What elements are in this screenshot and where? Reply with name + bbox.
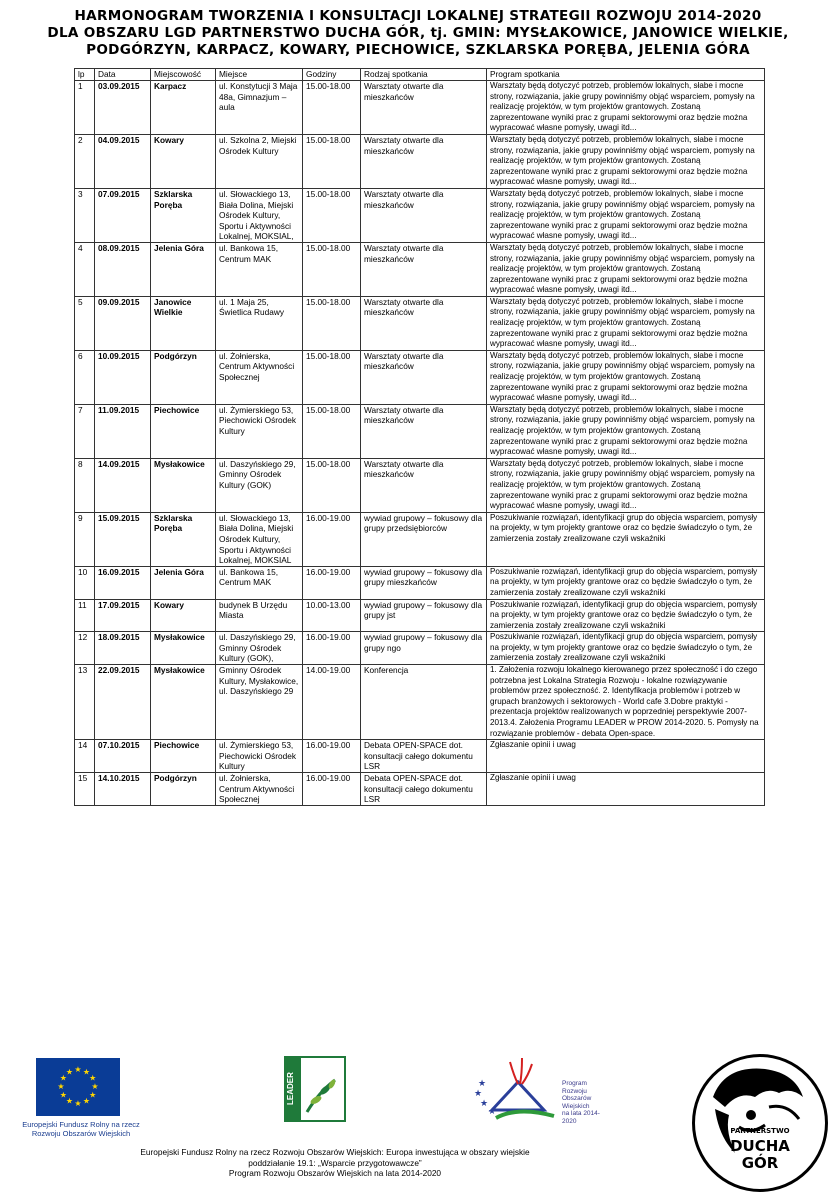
cell-type: wywiad grupowy – fokusowy dla grupy przedsiębiorców <box>361 512 487 566</box>
svg-text:★: ★ <box>59 1090 67 1100</box>
title-line-3: PODGÓRZYN, KARPACZ, KOWARY, PIECHOWICE, SZKLARSKA PORĘBA, JELENIA GÓRA <box>86 42 750 58</box>
cell-type: Debata OPEN-SPACE dot. konsultacji całego dokumentu LSR <box>361 740 487 773</box>
cell-date: 14.10.2015 <box>95 773 151 806</box>
svg-text:★: ★ <box>82 1096 91 1106</box>
cell-lp: 11 <box>75 599 95 632</box>
cell-hours: 15.00-18.00 <box>303 404 361 458</box>
leader-label: LEADER <box>286 1058 301 1120</box>
table-header-row <box>75 69 765 81</box>
eu-stars-icon <box>36 1058 120 1116</box>
cell-hours: 15.00-18.00 <box>303 350 361 404</box>
prow-line-2: Rozwoju <box>562 1087 587 1095</box>
cell-place: ul. Bankowa 15, Centrum MAK <box>216 566 303 599</box>
cell-lp: 1 <box>75 81 95 135</box>
header-type: Rodzaj spotkania <box>361 69 487 81</box>
document-title <box>10 8 826 59</box>
svg-text:★: ★ <box>487 1107 497 1117</box>
table-row <box>75 296 765 350</box>
cell-town: Piechowice <box>151 740 216 773</box>
cell-hours: 14.00-19.00 <box>303 665 361 740</box>
svg-text:★: ★ <box>479 1099 489 1109</box>
svg-text:★: ★ <box>57 1082 65 1091</box>
cell-date: 03.09.2015 <box>95 81 151 135</box>
cell-place: ul. Konstytucji 3 Maja 48a, Gimnazjum – aula <box>216 81 303 135</box>
svg-text:★: ★ <box>89 1090 97 1100</box>
cell-date: 18.09.2015 <box>95 632 151 665</box>
cell-program: Warsztaty będą dotyczyć potrzeb, problemów lokalnych, słabe i mocne strony, rozwiązania, jakie grupy powinniśmy objąć wsparciem, pomysły na realizację projektów, w tym projektów grantowych. Zostaną zaprezentowane wyniki prac z grupami sektorowymi oraz będzie można wypracować własne pomysły, uwagi itd... <box>487 350 765 404</box>
cell-program: Warsztaty będą dotyczyć potrzeb, problemów lokalnych, słabe i mocne strony, rozwiązania, jakie grupy powinniśmy objąć wsparciem, pomysły na realizację projektów, w tym projektów grantowych. Zostaną zaprezentowane wyniki prac z grupami sektorowymi oraz będzie można wypracować własne pomysły, uwagi itd... <box>487 404 765 458</box>
cell-type: wywiad grupowy – fokusowy dla grupy ngo <box>361 632 487 665</box>
svg-text:★: ★ <box>65 1096 74 1106</box>
ducha-line-1: PARTNERSTWO <box>730 1127 790 1135</box>
header-hours: Godziny <box>303 69 361 81</box>
table-row <box>75 458 765 512</box>
cell-town: Mysłakowice <box>151 632 216 665</box>
cell-place: ul. Żymierskiego 53, Piechowicki Ośrodek Kultury <box>216 740 303 773</box>
cell-town: Kowary <box>151 134 216 188</box>
cell-date: 07.10.2015 <box>95 740 151 773</box>
svg-text:★: ★ <box>89 1073 97 1083</box>
cell-date: 10.09.2015 <box>95 350 151 404</box>
cell-date: 09.09.2015 <box>95 296 151 350</box>
cell-place: ul. Szkolna 2, Miejski Ośrodek Kultury <box>216 134 303 188</box>
svg-text:★: ★ <box>477 1079 487 1089</box>
cell-hours: 16.00-19.00 <box>303 740 361 773</box>
cell-lp: 13 <box>75 665 95 740</box>
table-row <box>75 81 765 135</box>
cell-town: Piechowice <box>151 404 216 458</box>
cell-type: Warsztaty otwarte dla mieszkańców <box>361 188 487 242</box>
cell-hours: 15.00-18.00 <box>303 458 361 512</box>
svg-text:★: ★ <box>74 1065 82 1074</box>
cell-town: Mysłakowice <box>151 665 216 740</box>
cell-town: Karpacz <box>151 81 216 135</box>
prow-line-1: Program <box>562 1080 587 1087</box>
cell-lp: 7 <box>75 404 95 458</box>
cell-date: 15.09.2015 <box>95 512 151 566</box>
cell-type: Warsztaty otwarte dla mieszkańców <box>361 81 487 135</box>
footer-line-2: poddziałanie 19.1: „Wsparcie przygotowawcze” <box>248 1157 422 1168</box>
cell-program: Zgłaszanie opinii i uwag <box>487 740 765 773</box>
cell-hours: 16.00-19.00 <box>303 566 361 599</box>
prow-logo <box>470 1052 610 1132</box>
prow-house-icon <box>470 1052 566 1134</box>
cell-program: Poszukiwanie rozwiązań, identyfikacji grup do objęcia wsparciem, pomysły na projekty, w tym projekty grantowe oraz co będzie świadczyło o tym, że zamierzenia zostały zrealizowane czyli wskaźniki <box>487 599 765 632</box>
cell-type: Warsztaty otwarte dla mieszkańców <box>361 458 487 512</box>
cell-hours: 16.00-19.00 <box>303 773 361 806</box>
svg-text:★: ★ <box>91 1082 99 1091</box>
cell-place: ul. Daszyńskiego 29, Gminny Ośrodek Kultury (GOK) <box>216 458 303 512</box>
svg-text:★: ★ <box>473 1089 483 1099</box>
cell-place: ul. Żołnierska, Centrum Aktywności Społecznej <box>216 773 303 806</box>
table-row <box>75 134 765 188</box>
cell-date: 22.09.2015 <box>95 665 151 740</box>
cell-program: Warsztaty będą dotyczyć potrzeb, problemów lokalnych, słabe i mocne strony, rozwiązania, jakie grupy powinniśmy objąć wsparciem, pomysły na realizację projektów, w tym projektów grantowych. Zostaną zaprezentowane wyniki prac z grupami sektorowymi oraz będzie można wypracować własne pomysły, uwagi itd... <box>487 81 765 135</box>
header-place: Miejsce <box>216 69 303 81</box>
eu-caption <box>14 1120 148 1138</box>
cell-type: Warsztaty otwarte dla mieszkańców <box>361 296 487 350</box>
leader-logo <box>284 1056 346 1122</box>
cell-type: Warsztaty otwarte dla mieszkańców <box>361 242 487 296</box>
cell-date: 14.09.2015 <box>95 458 151 512</box>
title-line-2: DLA OBSZARU LGD PARTNERSTWO DUCHA GÓR, tj. GMIN: MYSŁAKOWICE, JANOWICE WIELKIE, <box>47 25 789 41</box>
ducha-line-2: DUCHA <box>730 1137 790 1155</box>
cell-town: Podgórzyn <box>151 773 216 806</box>
cell-type: Konferencja <box>361 665 487 740</box>
cell-place: ul. Żołnierska, Centrum Aktywności Społecznej <box>216 350 303 404</box>
cell-program: Poszukiwanie rozwiązań, identyfikacji grup do objęcia wsparciem, pomysły na projekty, w tym projekty grantowe oraz co będzie świadczyło o tym, że zamierzenia zostały zrealizowane czyli wskaźniki <box>487 512 765 566</box>
cell-date: 11.09.2015 <box>95 404 151 458</box>
cell-type: Warsztaty otwarte dla mieszkańców <box>361 404 487 458</box>
cell-date: 17.09.2015 <box>95 599 151 632</box>
table-row <box>75 665 765 740</box>
cell-program: Warsztaty będą dotyczyć potrzeb, problemów lokalnych, słabe i mocne strony, rozwiązania, jakie grupy powinniśmy objąć wsparciem, pomysły na realizację projektów, w tym projektów grantowych. Zostaną zaprezentowane wyniki prac z grupami sektorowymi oraz będzie można wypracować własne pomysły, uwagi itd... <box>487 188 765 242</box>
cell-town: Jelenia Góra <box>151 566 216 599</box>
cell-program: Poszukiwanie rozwiązań, identyfikacji grup do objęcia wsparciem, pomysły na projekty, w tym projekty grantowe oraz co będzie świadczyło o tym, że zamierzenia zostały zrealizowane czyli wskaźniki <box>487 632 765 665</box>
cell-place: ul. Słowackiego 13, Biała Dolina, Miejski Ośrodek Kultury, Sportu i Aktywności Lokalnej, MOKSIAL <box>216 512 303 566</box>
cell-lp: 3 <box>75 188 95 242</box>
cell-date: 16.09.2015 <box>95 566 151 599</box>
footer-line-1: Europejski Fundusz Rolny na rzecz Rozwoju Obszarów Wiejskich: Europa inwestująca w obszary wiejskie <box>140 1147 530 1157</box>
table-row <box>75 773 765 806</box>
schedule-table <box>74 68 765 806</box>
cell-lp: 2 <box>75 134 95 188</box>
cell-program: Warsztaty będą dotyczyć potrzeb, problemów lokalnych, słabe i mocne strony, rozwiązania, jakie grupy powinniśmy objąć wsparciem, pomysły na realizację projektów, w tym projektów grantowych. Zostaną zaprezentowane wyniki prac z grupami sektorowymi oraz będzie można wypracować własne pomysły, uwagi itd... <box>487 134 765 188</box>
cell-lp: 9 <box>75 512 95 566</box>
table-row <box>75 188 765 242</box>
table-row <box>75 566 765 599</box>
table-row <box>75 404 765 458</box>
cell-town: Szklarska Poręba <box>151 512 216 566</box>
table-row <box>75 740 765 773</box>
leader-plant-icon <box>301 1058 343 1120</box>
prow-text <box>562 1080 610 1126</box>
table-row <box>75 632 765 665</box>
eu-flag-logo <box>36 1058 120 1116</box>
prow-line-5: na lata 2014-2020 <box>562 1110 600 1125</box>
svg-text:★: ★ <box>82 1067 91 1077</box>
cell-program: Warsztaty będą dotyczyć potrzeb, problemów lokalnych, słabe i mocne strony, rozwiązania, jakie grupy powinniśmy objąć wsparciem, pomysły na realizację projektów, w tym projektów grantowych. Zostaną zaprezentowane wyniki prac z grupami sektorowymi oraz będzie można wypracować własne pomysły, uwagi itd... <box>487 296 765 350</box>
cell-type: Debata OPEN-SPACE dot. konsultacji całego dokumentu LSR <box>361 773 487 806</box>
cell-type: Warsztaty otwarte dla mieszkańców <box>361 134 487 188</box>
cell-town: Mysłakowice <box>151 458 216 512</box>
cell-place: ul. Bankowa 15, Centrum MAK <box>216 242 303 296</box>
title-line-1: HARMONOGRAM TWORZENIA I KONSULTACJI LOKALNEJ STRATEGII ROZWOJU 2014-2020 <box>74 8 762 24</box>
header-town: Miejscowość <box>151 69 216 81</box>
cell-hours: 15.00-18.00 <box>303 242 361 296</box>
table-row <box>75 599 765 632</box>
cell-hours: 15.00-18.00 <box>303 134 361 188</box>
footer-line-3: Program Rozwoju Obszarów Wiejskich na lata 2014-2020 <box>228 1168 442 1179</box>
cell-lp: 14 <box>75 740 95 773</box>
cell-date: 04.09.2015 <box>95 134 151 188</box>
cell-place: ul. 1 Maja 25, Świetlica Rudawy <box>216 296 303 350</box>
cell-lp: 5 <box>75 296 95 350</box>
cell-place: ul. Żymierskiego 53, Piechowicki Ośrodek Kultury <box>216 404 303 458</box>
prow-line-4: Wiejskich <box>562 1102 590 1110</box>
cell-type: wywiad grupowy – fokusowy dla grupy jst <box>361 599 487 632</box>
cell-hours: 10.00-13.00 <box>303 599 361 632</box>
cell-type: wywiad grupowy – fokusowy dla grupy mieszkańców <box>361 566 487 599</box>
cell-lp: 15 <box>75 773 95 806</box>
footer <box>40 1147 630 1179</box>
svg-text:★: ★ <box>59 1073 67 1083</box>
cell-lp: 6 <box>75 350 95 404</box>
cell-lp: 12 <box>75 632 95 665</box>
header-program: Program spotkania <box>487 69 765 81</box>
header-date: Data <box>95 69 151 81</box>
svg-text:★: ★ <box>65 1067 74 1077</box>
cell-hours: 15.00-18.00 <box>303 296 361 350</box>
table-row <box>75 350 765 404</box>
cell-hours: 16.00-19.00 <box>303 632 361 665</box>
cell-type: Warsztaty otwarte dla mieszkańców <box>361 350 487 404</box>
cell-lp: 8 <box>75 458 95 512</box>
cell-hours: 16.00-19.00 <box>303 512 361 566</box>
cell-place: Gminny Ośrodek Kultury, Mysłakowice, ul. Daszyńskiego 29 <box>216 665 303 740</box>
cell-place: ul. Słowackiego 13, Biała Dolina, Miejski Ośrodek Kultury, Sportu i Aktywności Lokalnej, MOKSIAL, <box>216 188 303 242</box>
cell-town: Podgórzyn <box>151 350 216 404</box>
cell-lp: 10 <box>75 566 95 599</box>
ducha-line-3: GÓR <box>741 1154 779 1172</box>
cell-lp: 4 <box>75 242 95 296</box>
cell-program: Warsztaty będą dotyczyć potrzeb, problemów lokalnych, słabe i mocne strony, rozwiązania, jakie grupy powinniśmy objąć wsparciem, pomysły na realizację projektów, w tym projektów grantowych. Zostaną zaprezentowane wyniki prac z grupami sektorowymi oraz będzie można wypracować własne pomysły, uwagi itd... <box>487 458 765 512</box>
cell-program: Zgłaszanie opinii i uwag <box>487 773 765 806</box>
header-lp: lp <box>75 69 95 81</box>
cell-town: Szklarska Poręba <box>151 188 216 242</box>
partnerstwo-ducha-gor-logo <box>692 1054 828 1192</box>
cell-program: Poszukiwanie rozwiązań, identyfikacji grup do objęcia wsparciem, pomysły na projekty, w tym projekty grantowe oraz co będzie świadczyło o tym, że zamierzenia zostały zrealizowane czyli wskaźniki <box>487 566 765 599</box>
cell-date: 07.09.2015 <box>95 188 151 242</box>
eu-caption-line-2: Rozwoju Obszarów Wiejskich <box>31 1129 131 1138</box>
svg-text:★: ★ <box>74 1099 82 1108</box>
cell-place: budynek B Urzędu Miasta <box>216 599 303 632</box>
cell-program: Warsztaty będą dotyczyć potrzeb, problemów lokalnych, słabe i mocne strony, rozwiązania, jakie grupy powinniśmy objąć wsparciem, pomysły na realizację projektów, w tym projektów grantowych. Zostaną zaprezentowane wyniki prac z grupami sektorowymi oraz będzie można wypracować własne pomysły, uwagi itd... <box>487 242 765 296</box>
cell-town: Janowice Wielkie <box>151 296 216 350</box>
table-row <box>75 512 765 566</box>
cell-place: ul. Daszyńskiego 29, Gminny Ośrodek Kultury (GOK), <box>216 632 303 665</box>
cell-town: Kowary <box>151 599 216 632</box>
cell-hours: 15.00-18.00 <box>303 81 361 135</box>
cell-hours: 15.00-18.00 <box>303 188 361 242</box>
cell-town: Jelenia Góra <box>151 242 216 296</box>
table-row <box>75 242 765 296</box>
prow-line-3: Obszarów <box>562 1095 592 1103</box>
cell-program: 1. Założenia rozwoju lokalnego kierowanego przez społeczność i do czego potrzebna jest Lokalna Strategia Rozwoju - lokalne rozwiązywanie problemów przez społeczność. 2. Identyfikacja problemów i potrzeb w grupach branżowych i sektorowych - World cafe 3.Dobre praktyki - prezentacja projektów realizowanych w poprzedniej perspektywie 2007-2013.4. Założenia Programu LEADER w PROW 2014-2020. 5. Pomysły na rozwiązanie problemów - debata Open-space. <box>487 665 765 740</box>
cell-date: 08.09.2015 <box>95 242 151 296</box>
eu-caption-line-1: Europejski Fundusz Rolny na rzecz <box>22 1120 140 1129</box>
